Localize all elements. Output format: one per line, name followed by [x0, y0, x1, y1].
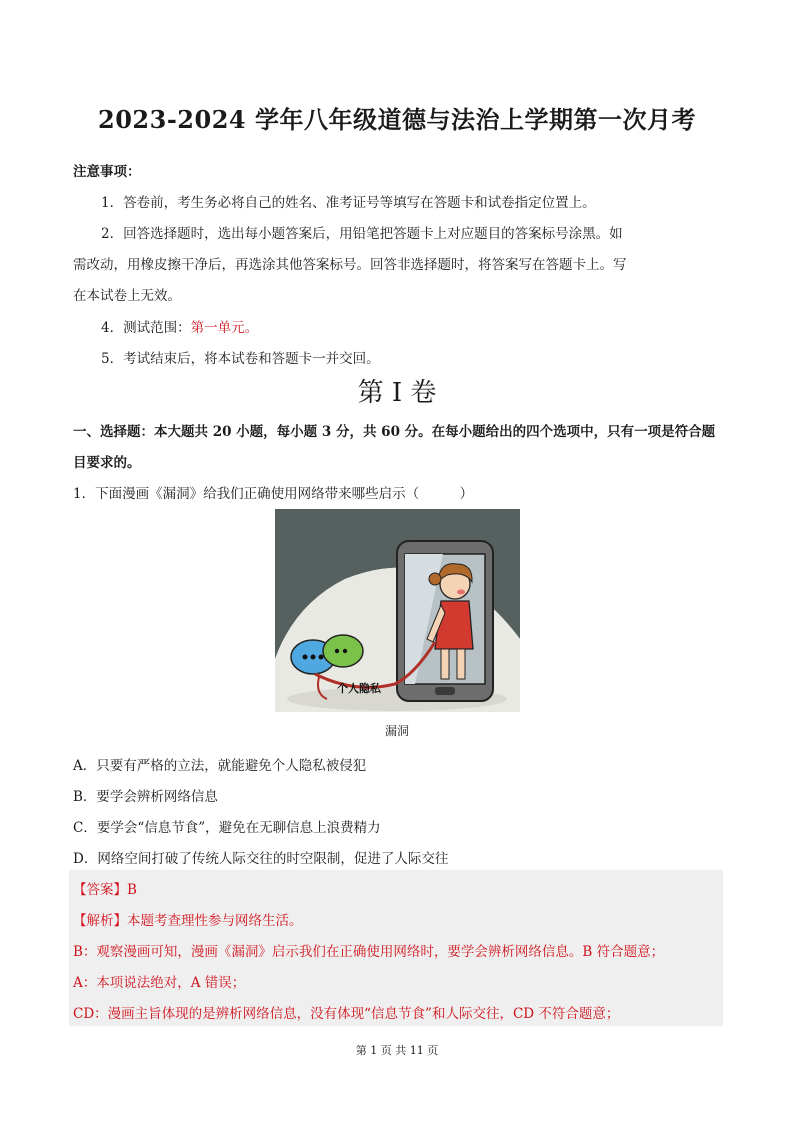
answer-line: 【答案】B [73, 882, 137, 898]
notice-item-2: 2．回答选择题时，选出每小题答案后，用铅笔把答题卡上对应题目的答案标号涂黑。如 [101, 226, 623, 242]
question-1-stem: 1．下面漫画《漏洞》给我们正确使用网络带来哪些启示（ ） [73, 486, 474, 502]
notice-item-4-prefix: 4．测试范围： [101, 320, 191, 336]
option-a: A．只要有严格的立法，就能避免个人隐私被侵犯 [73, 758, 367, 774]
option-d: D．网络空间打破了传统人际交往的时空限制，促进了人际交往 [73, 851, 449, 867]
page-footer: 第 1 页 共 11 页 [355, 1044, 439, 1057]
notice-item-5: 5．考试结束后，将本试卷和答题卡一并交回。 [101, 351, 380, 367]
section-instructions: 一、选择题：本大题共 20 小题，每小题 3 分，共 60 分。在每小题给出的四个选项中，只有一项是符合题 [73, 424, 716, 440]
option-c: C．要学会“信息节食”，避免在无聊信息上浪费精力 [73, 820, 381, 836]
section-instructions-cont: 目要求的。 [73, 455, 141, 471]
cartoon-label: 个人隐私 [337, 682, 381, 695]
test-range: 第一单元。 [190, 320, 259, 336]
notice-heading: 注意事项： [73, 164, 141, 180]
analysis-line: 【解析】本题考查理性参与网络生活。 [73, 913, 303, 929]
cartoon-image [275, 509, 520, 712]
volume-title: 第 I 卷 [357, 378, 437, 408]
answer-box [69, 870, 723, 1026]
notice-item-4 [101, 316, 258, 336]
notice-item-2-cont: 需改动，用橡皮擦干净后，再选涂其他答案标号。回答非选择题时，将答案写在答题卡上。写 [73, 257, 627, 273]
option-b: B．要学会辨析网络信息 [73, 789, 218, 805]
exam-title: 2023-2024 学年八年级道德与法治上学期第一次月考 [98, 105, 696, 134]
analysis-b: B：观察漫画可知，漫画《漏洞》启示我们在正确使用网络时，要学会辨析网络信息。B 符合题意； [73, 944, 665, 960]
analysis-cd: CD：漫画主旨体现的是辨析网络信息，没有体现“信息节食”和人际交往，CD 不符合题意； [73, 1006, 620, 1022]
cartoon-caption: 漏洞 [384, 724, 409, 738]
notice-item-2-end: 在本试卷上无效。 [73, 288, 181, 304]
notice-item-1: 1．答卷前，考生务必将自己的姓名、准考证号等填写在答题卡和试卷指定位置上。 [101, 195, 596, 211]
analysis-a: A：本项说法绝对，A 错误； [73, 975, 246, 991]
